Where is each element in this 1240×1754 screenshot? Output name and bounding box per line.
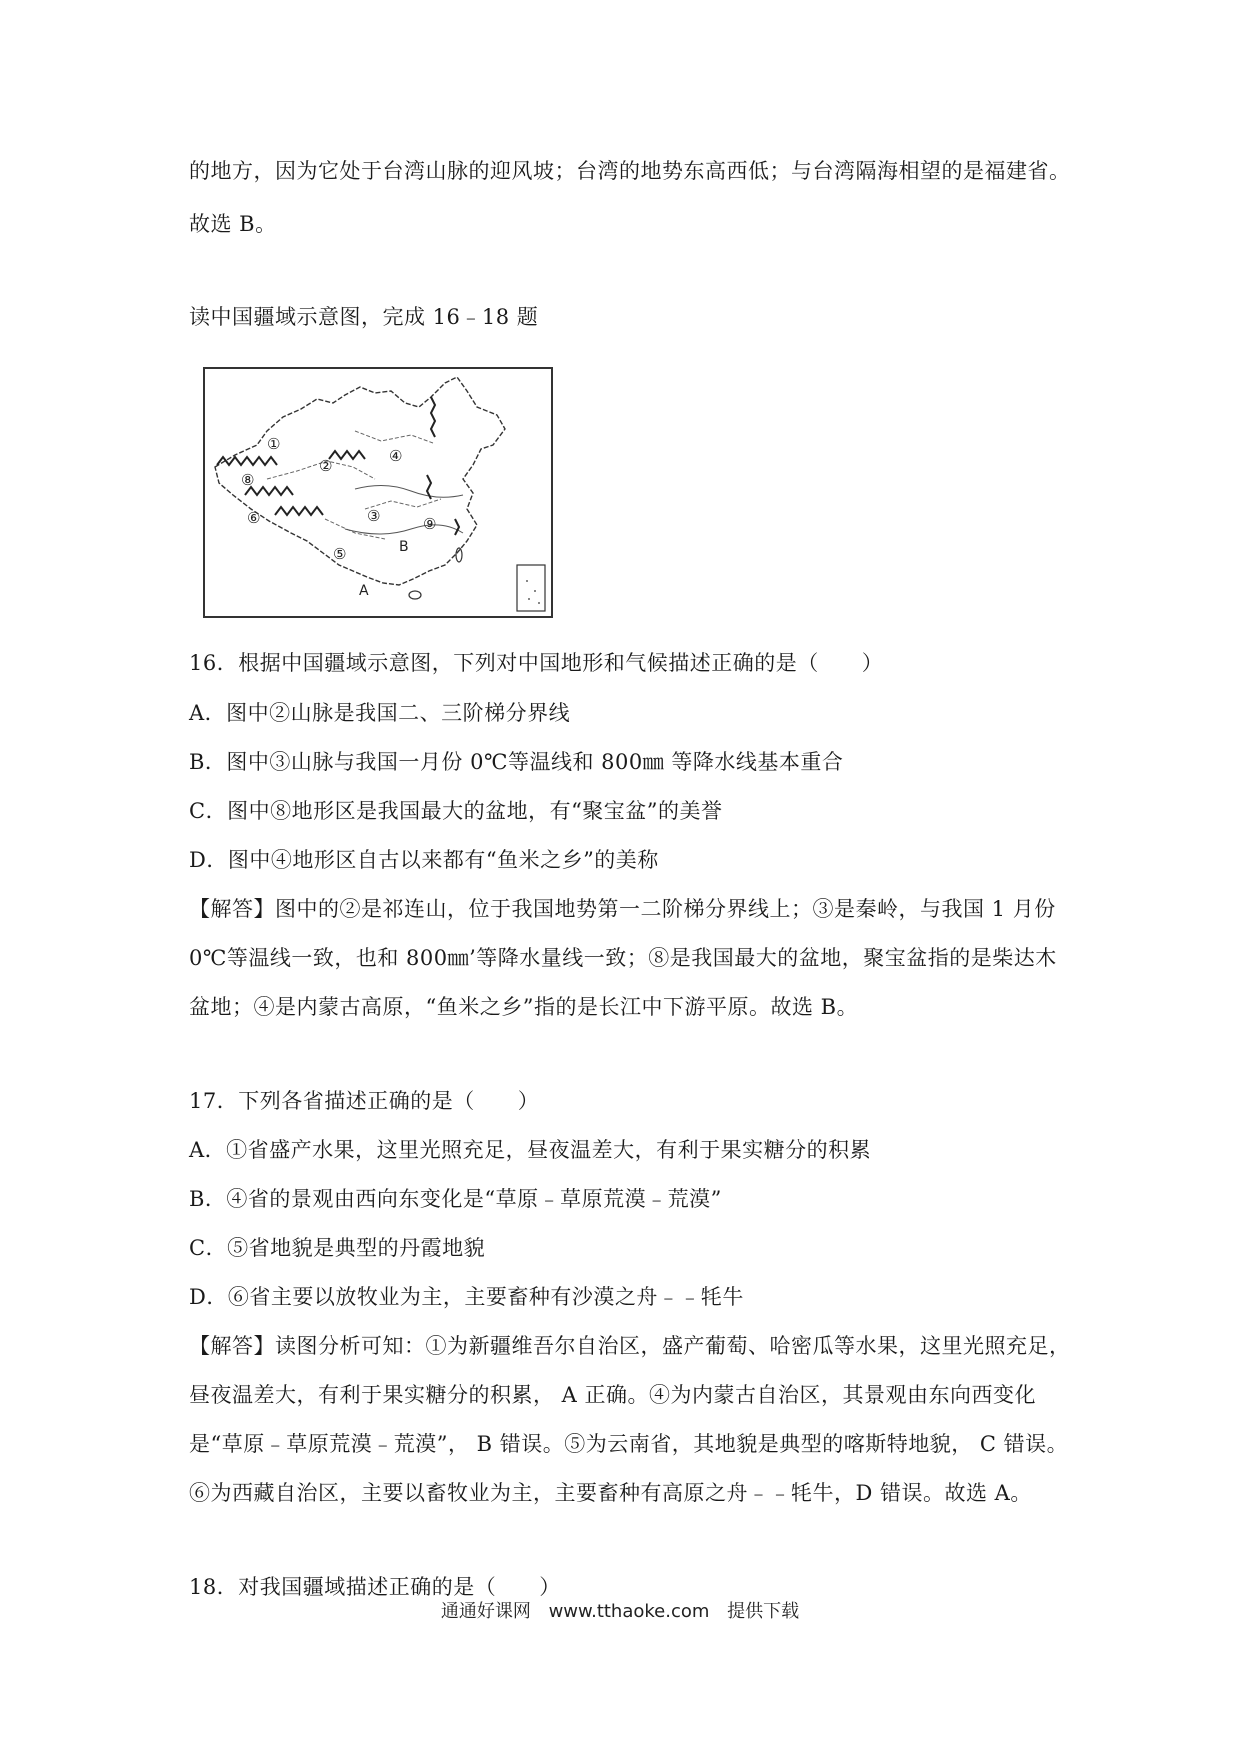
- map-label-2: ②: [319, 457, 333, 475]
- question-17-option-c: C．⑤省地貌是典型的丹霞地貌: [189, 1236, 486, 1260]
- section-intro: 读中国疆域示意图，完成 16﹣18 题: [189, 305, 539, 329]
- question-16-option-c: C．图中⑧地形区是我国最大的盆地，有“聚宝盆”的美誉: [189, 799, 723, 823]
- map-label-1: ①: [267, 435, 281, 453]
- question-17-option-b: B．④省的景观由西向东变化是“草原﹣草原荒漠﹣荒漠”: [189, 1187, 722, 1211]
- text-line: 的地方，因为它处于台湾山脉的迎风坡；台湾的地势东高西低；与台湾隔海相望的是福建省。: [189, 159, 1071, 183]
- text-line: 故选 B。: [189, 212, 277, 236]
- question-16-answer-line: 0℃等温线一致，也和 800㎜’等降水量线一致；⑧是我国最大的盆地，聚宝盆指的是柴达木: [189, 946, 1057, 970]
- map-drawing: [205, 369, 551, 616]
- map-label-a: A: [359, 583, 369, 599]
- map-label-8: ⑧: [241, 471, 255, 489]
- map-label-5: ⑤: [333, 545, 347, 563]
- question-16-option-b: B．图中③山脉与我国一月份 0℃等温线和 800㎜ 等降水线基本重合: [189, 750, 844, 774]
- map-label-9: ⑨: [423, 515, 437, 533]
- question-17-answer-line: 【解答】读图分析可知：①为新疆维吾尔自治区，盛产葡萄、哈密瓜等水果，这里光照充足，: [189, 1334, 1071, 1358]
- map-label-6: ⑥: [247, 509, 261, 527]
- question-18-stem: 18．对我国疆域描述正确的是（ ）: [189, 1575, 561, 1599]
- footer-url-link[interactable]: www.tthaoke.com: [548, 1601, 710, 1622]
- question-17-answer-line: 是“草原﹣草原荒漠﹣荒漠”， B 错误。⑤为云南省，其地貌是典型的喀斯特地貌， C 错误。: [189, 1432, 1069, 1456]
- map-label-4: ④: [389, 447, 403, 465]
- question-16-option-d: D．图中④地形区自古以来都有“鱼米之乡”的美称: [189, 848, 659, 872]
- question-17-answer-line: 昼夜温差大，有利于果实糖分的积累， A 正确。④为内蒙古自治区，其景观由东向西变化: [189, 1383, 1037, 1407]
- page-footer: [0, 1597, 1240, 1623]
- footer-site-name: 通通好课网: [440, 1601, 531, 1622]
- china-territory-map: [203, 367, 553, 618]
- question-16-stem: 16．根据中国疆域示意图，下列对中国地形和气候描述正确的是（ ）: [189, 651, 884, 675]
- map-label-3: ③: [367, 507, 381, 525]
- question-17-option-a: A．①省盛产水果，这里光照充足，昼夜温差大，有利于果实糖分的积累: [189, 1138, 872, 1162]
- footer-suffix: 提供下载: [727, 1601, 800, 1622]
- map-label-b: B: [399, 539, 409, 555]
- question-16-option-a: A．图中②山脉是我国二、三阶梯分界线: [189, 701, 571, 725]
- question-17-answer-line: ⑥为西藏自治区，主要以畜牧业为主，主要畜种有高原之舟﹣﹣牦牛，D 错误。故选 A。: [189, 1481, 1032, 1505]
- question-17-option-d: D．⑥省主要以放牧业为主，主要畜种有沙漠之舟﹣﹣牦牛: [189, 1285, 744, 1309]
- question-16-answer-line: 盆地；④是内蒙古高原，“鱼米之乡”指的是长江中下游平原。故选 B。: [189, 995, 859, 1019]
- question-16-answer-line: 【解答】图中的②是祁连山，位于我国地势第一二阶梯分界线上；③是秦岭，与我国 1 月份: [189, 897, 1056, 921]
- question-17-stem: 17．下列各省描述正确的是（ ）: [189, 1089, 540, 1113]
